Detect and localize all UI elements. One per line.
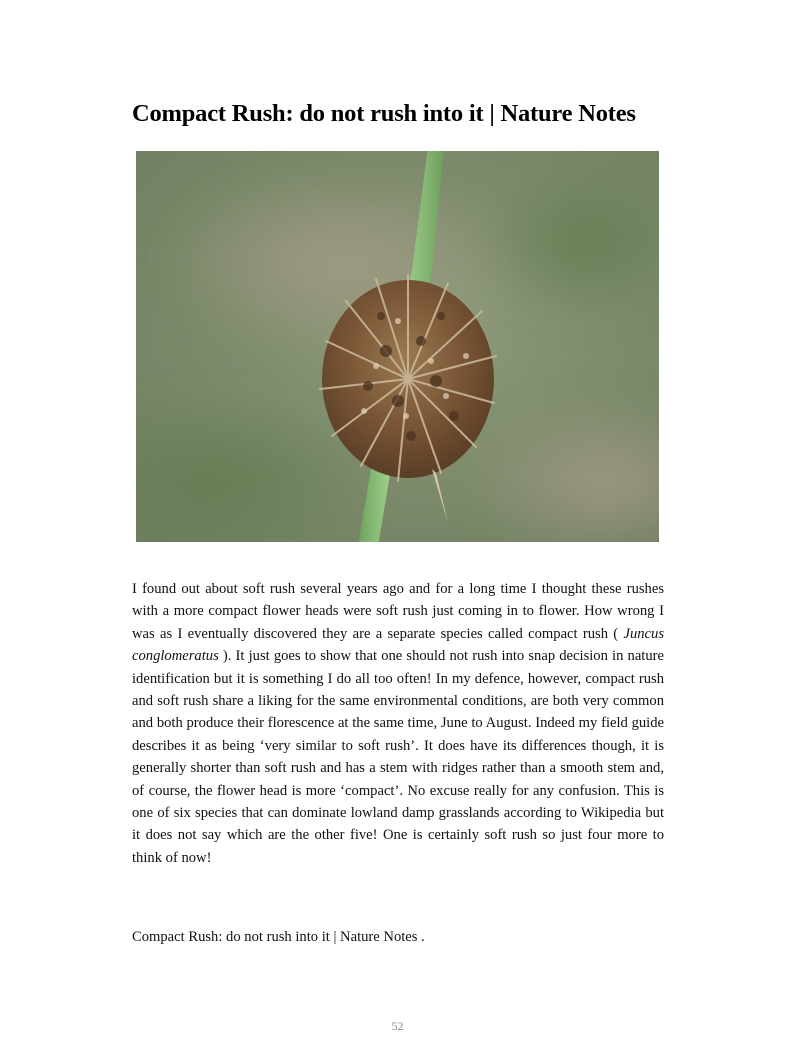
species-name: Juncus conglomeratus <box>132 625 664 665</box>
paragraph-text-end: ). It just goes to show that one should not rush into snap decision in nature identification but it is something I do all too often! In my defence, however, compact rush and soft rush share a liking for the same environmental conditions, are both very common and both produce their florescence at the same time, June to August. Indeed my field guide describes it as being ‘very similar to soft rush’. It does have its differences though, it is generally shorter than soft rush and has a stem with ridges rather than a smooth stem and, of course, the flower head is more ‘compact’. No excuse really for any confusion. This is one of six species that can dominate lowland damp grasslands according to Wikipedia but it does not say which are the other five! One is certainly soft rush so just four more to think of now! <box>132 648 664 866</box>
page-title: Compact Rush: do not rush into it | Nature Notes <box>132 100 636 127</box>
rush-flower-head-photo <box>136 151 659 542</box>
photo-illustration <box>136 151 659 542</box>
source-citation: Compact Rush: do not rush into it | Nature Notes . <box>132 929 425 945</box>
paragraph-text-start: I found out about soft rush several years ago and for a long time I thought these rushes with a more compact flower heads were soft rush just coming in to flower. How wrong I was as I eventually discovered they are a separate species called compact rush ( <box>132 581 664 642</box>
body-paragraph <box>132 578 664 869</box>
page-number: 52 <box>391 1019 404 1033</box>
